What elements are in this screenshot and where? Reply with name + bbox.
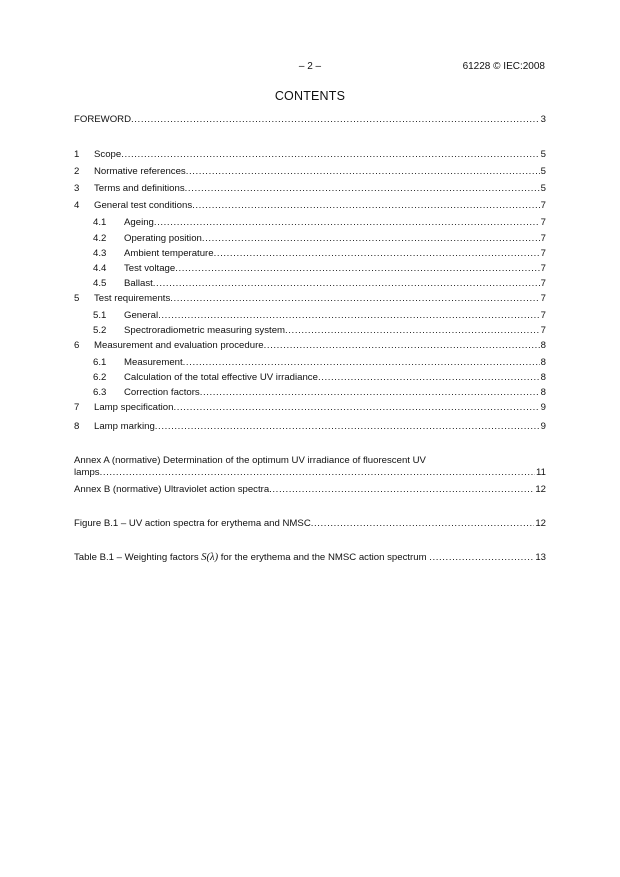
toc-leader-dots <box>153 277 540 290</box>
page-number: – 2 – <box>298 61 322 72</box>
toc-entry-text: Measurement <box>124 357 183 368</box>
toc-leader-dots <box>192 199 540 212</box>
toc-leader-dots <box>429 551 534 564</box>
toc-entry-5-2[interactable] <box>93 324 546 337</box>
toc-entry-text: Terms and definitions <box>94 183 185 194</box>
toc-entry-6-3[interactable] <box>93 386 546 399</box>
toc-entry-number: 4.5 <box>93 278 107 289</box>
table-text-after: for the erythema and the NMSC action spectrum <box>218 552 430 563</box>
toc-entry-4[interactable] <box>74 199 546 212</box>
toc-entry-text <box>74 551 429 564</box>
contents-title: CONTENTS <box>274 89 346 103</box>
toc-entry-number: 4.2 <box>93 233 107 244</box>
toc-leader-dots <box>285 324 540 337</box>
toc-entry-5[interactable] <box>74 292 546 305</box>
toc-entry-6-1[interactable] <box>93 356 546 369</box>
toc-entry-number: 6.3 <box>93 387 107 398</box>
toc-entry-text: FOREWORD <box>74 114 132 125</box>
toc-entry-text: Normative references <box>94 166 186 177</box>
toc-entry-page: 5 <box>540 149 546 160</box>
toc-entry-number: 8 <box>74 421 80 432</box>
toc-entry-text: Measurement and evaluation procedure <box>94 340 264 351</box>
toc-entry-text: Ambient temperature <box>124 248 214 259</box>
toc-entry-number: 6.1 <box>93 357 107 368</box>
toc-leader-dots <box>183 356 540 369</box>
toc-leader-dots <box>186 165 540 178</box>
toc-leader-dots <box>100 466 535 479</box>
toc-entry-annex-a-line1[interactable]: Annex A (normative) Determination of the optimum UV irradiance of fluorescent UV <box>74 455 426 466</box>
toc-entry-number: 5.1 <box>93 310 107 321</box>
toc-entry-1[interactable] <box>74 148 546 161</box>
toc-leader-dots <box>269 483 534 496</box>
toc-entry-number: 4.4 <box>93 263 107 274</box>
toc-entry-number: 1 <box>74 149 80 160</box>
toc-leader-dots <box>214 247 540 260</box>
weighting-symbol: S(λ) <box>201 552 219 563</box>
toc-entry-page: 11 <box>536 467 546 478</box>
toc-entry-page: 7 <box>540 248 546 259</box>
toc-leader-dots <box>200 386 540 399</box>
toc-entry-page: 7 <box>540 278 546 289</box>
toc-leader-dots <box>121 148 539 161</box>
toc-entry-text: Operating position <box>124 233 202 244</box>
toc-entry-page: 7 <box>540 325 546 336</box>
toc-entry-number: 7 <box>74 402 80 413</box>
toc-entry-text: General test conditions <box>94 200 193 211</box>
toc-entry-foreword[interactable] <box>74 113 546 126</box>
toc-entry-page: 7 <box>540 293 546 304</box>
toc-entry-page: 9 <box>540 421 546 432</box>
toc-entry-number: 5 <box>74 293 80 304</box>
toc-entry-page: 8 <box>540 340 546 351</box>
toc-leader-dots <box>173 401 539 414</box>
toc-entry-page: 3 <box>540 114 546 125</box>
toc-entry-page: 12 <box>535 518 546 529</box>
toc-entry-text: Test voltage <box>124 263 176 274</box>
toc-entry-page: 7 <box>540 200 546 211</box>
toc-entry-number: 4.1 <box>93 217 107 228</box>
toc-entry-6-2[interactable] <box>93 371 546 384</box>
toc-entry-page: 8 <box>540 387 546 398</box>
toc-entry-annex-a[interactable] <box>74 466 546 479</box>
toc-entry-page: 7 <box>540 263 546 274</box>
toc-entry-page: 7 <box>540 310 546 321</box>
toc-entry-5-1[interactable] <box>93 309 546 322</box>
toc-entry-text: Scope <box>94 149 122 160</box>
toc-leader-dots <box>170 292 539 305</box>
toc-entry-6[interactable] <box>74 339 546 352</box>
toc-entry-4-4[interactable] <box>93 262 546 275</box>
toc-entry-4-3[interactable] <box>93 247 546 260</box>
toc-entry-8[interactable] <box>74 420 546 433</box>
toc-leader-dots <box>202 232 540 245</box>
toc-entry-figure-b1[interactable] <box>74 517 546 530</box>
toc-entry-text: Ageing <box>124 217 154 228</box>
toc-entry-number: 4.3 <box>93 248 107 259</box>
toc-leader-dots <box>175 262 539 275</box>
toc-entry-4-1[interactable] <box>93 216 546 229</box>
toc-entry-text: lamps <box>74 467 100 478</box>
toc-entry-number: 3 <box>74 183 80 194</box>
toc-leader-dots <box>155 420 540 433</box>
toc-entry-2[interactable] <box>74 165 546 178</box>
toc-entry-annex-b[interactable] <box>74 483 546 496</box>
table-text-before: Table B.1 – Weighting factors <box>74 552 202 563</box>
toc-entry-4-2[interactable] <box>93 232 546 245</box>
toc-leader-dots <box>185 182 540 195</box>
toc-entry-text: Ballast <box>124 278 153 289</box>
document-reference: 61228 © IEC:2008 <box>462 61 545 72</box>
toc-entry-page: 7 <box>540 217 546 228</box>
toc-entry-text: Lamp specification <box>94 402 174 413</box>
toc-entry-7[interactable] <box>74 401 546 414</box>
toc-entry-4-5[interactable] <box>93 277 546 290</box>
toc-entry-page: 7 <box>540 233 546 244</box>
toc-entry-page: 12 <box>535 484 546 495</box>
toc-entry-table-b1[interactable] <box>74 551 546 564</box>
toc-entry-number: 2 <box>74 166 80 177</box>
toc-entry-page: 8 <box>540 357 546 368</box>
toc-entry-text: Spectroradiometric measuring system <box>124 325 286 336</box>
toc-leader-dots <box>318 371 540 384</box>
toc-entry-page: 5 <box>540 166 546 177</box>
toc-entry-text: Correction factors <box>124 387 200 398</box>
toc-entry-number: 4 <box>74 200 80 211</box>
toc-entry-3[interactable] <box>74 182 546 195</box>
toc-entry-text: General <box>124 310 159 321</box>
toc-entry-number: 6.2 <box>93 372 107 383</box>
toc-leader-dots <box>311 517 535 530</box>
toc-entry-page: 5 <box>540 183 546 194</box>
toc-leader-dots <box>154 216 540 229</box>
toc-entry-page: 8 <box>540 372 546 383</box>
toc-entry-page: 9 <box>540 402 546 413</box>
toc-entry-number: 6 <box>74 340 80 351</box>
toc-entry-text: Calculation of the total effective UV irradiance <box>124 372 318 383</box>
toc-leader-dots <box>131 113 540 126</box>
toc-entry-number: 5.2 <box>93 325 107 336</box>
toc-leader-dots <box>264 339 540 352</box>
toc-leader-dots <box>158 309 540 322</box>
toc-entry-text: Test requirements <box>94 293 171 304</box>
toc-entry-text: Lamp marking <box>94 421 155 432</box>
toc-entry-text: Figure B.1 – UV action spectra for erythema and NMSC <box>74 518 311 529</box>
toc-entry-text: Annex B (normative) Ultraviolet action spectra <box>74 484 270 495</box>
toc-entry-page: 13 <box>535 552 546 563</box>
